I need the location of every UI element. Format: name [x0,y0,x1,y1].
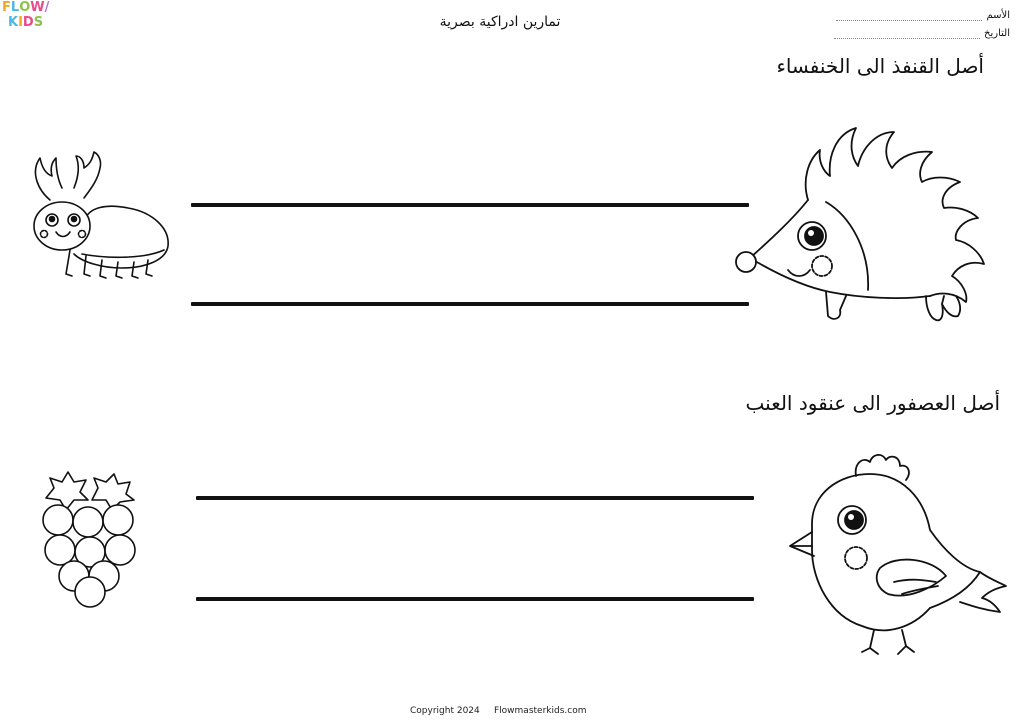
website-text: Flowmasterkids.com [494,706,587,716]
tracing-line[interactable] [191,203,749,207]
tracing-line[interactable] [196,597,754,601]
name-write-line[interactable] [836,12,982,21]
logo-letter: I [18,15,23,30]
logo-letter: / [44,0,50,15]
date-field[interactable] [834,28,1010,39]
name-label: الأسم [986,10,1010,21]
logo-letter: D [22,15,34,30]
grapes-picture [36,466,144,608]
tracing-line[interactable] [196,496,754,500]
date-write-line[interactable] [834,30,980,39]
bird-picture [784,450,1010,660]
name-field[interactable] [836,10,1010,21]
logo-letter: O [19,0,31,15]
logo-letter: K [8,15,19,30]
date-label: التاريخ [984,28,1010,39]
copyright-text: Copyright 2024 [410,706,480,716]
tracing-line[interactable] [191,302,749,306]
logo-letter: L [10,0,20,15]
logo-letter: W [30,0,45,15]
logo-word-flow [2,0,49,15]
exercise-2-instruction: أصل العصفور الى عنقود العنب [745,391,1000,415]
hedgehog-picture [730,120,992,330]
logo-letter: F [2,0,11,15]
logo-letter: S [33,15,44,30]
exercise-1-instruction: أصل القنفذ الى الخنفساء [776,54,984,78]
worksheet-title: تمارين ادراكية بصرية [439,14,561,30]
beetle-picture [22,150,172,285]
